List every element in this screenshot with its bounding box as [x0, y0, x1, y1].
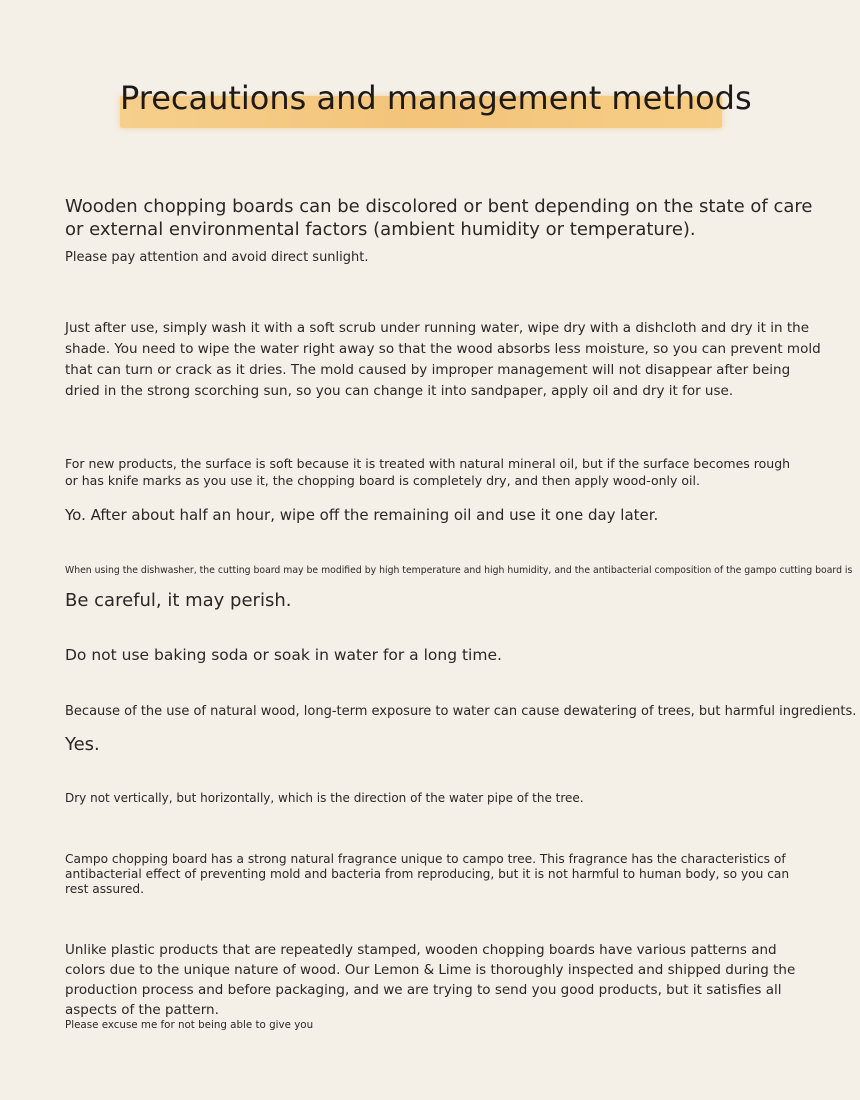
new-products-continuation: Yo. After about half an hour, wipe off the remaining oil and use it one day later. [65, 506, 659, 524]
natural-wood-paragraph: Because of the use of natural wood, long-term exposure to water can cause dewatering of trees, but harmful ingredients. [65, 704, 857, 719]
intro-note: Please pay attention and avoid direct sunlight. [65, 250, 369, 265]
new-products-paragraph: For new products, the surface is soft because it is treated with natural mineral oil, but if the surface becomes rough or has knife marks as you use it, the chopping board is completely dry, and then apply wood-only oil. [65, 456, 791, 488]
title-block [120, 76, 752, 128]
dishwasher-paragraph: When using the dishwasher, the cutting board may be modified by high temperature and high humidity, and the antibacterial composition of the gampo cutting board is [65, 565, 853, 576]
unlike-plastic-paragraph: Unlike plastic products that are repeatedly stamped, wooden chopping boards have various patterns and colors due to the unique nature of wood. Our Lemon & Lime is thoroughly inspected and shipped during the production process and before packaging, and we are trying to send you good products, but it satisfies all aspects of the pattern. [65, 942, 796, 1018]
dishwasher-continuation: Be careful, it may perish. [65, 590, 292, 611]
dry-horizontal-paragraph: Dry not vertically, but horizontally, which is the direction of the water pipe of the tree. [65, 791, 584, 805]
after-use-paragraph: Just after use, simply wash it with a soft scrub under running water, wipe dry with a dishcloth and dry it in the shade. You need to wipe the water right away so that the wood absorbs less moisture, so you can prevent mold that can turn or crack as it dries. The mold caused by improper management will not disappear after being dried in the strong scorching sun, so you can change it into sandpaper, apply oil and dry it for use. [65, 320, 821, 399]
page-title: Precautions and management methods [120, 79, 752, 117]
intro-heading: Wooden chopping boards can be discolored or bent depending on the state of care or external environmental factors (ambient humidity or temperature). [65, 196, 813, 240]
natural-wood-continuation: Yes. [65, 734, 100, 755]
campo-fragrance-paragraph: Campo chopping board has a strong natural fragrance unique to campo tree. This fragrance has the characteristics of antibacterial effect of preventing mold and bacteria from reproducing, but it is not harmful to human body, so you can rest assured. [65, 852, 790, 896]
excuse-paragraph: Please excuse me for not being able to give you [65, 1019, 314, 1031]
baking-soda-warning: Do not use baking soda or soak in water for a long time. [65, 646, 502, 664]
